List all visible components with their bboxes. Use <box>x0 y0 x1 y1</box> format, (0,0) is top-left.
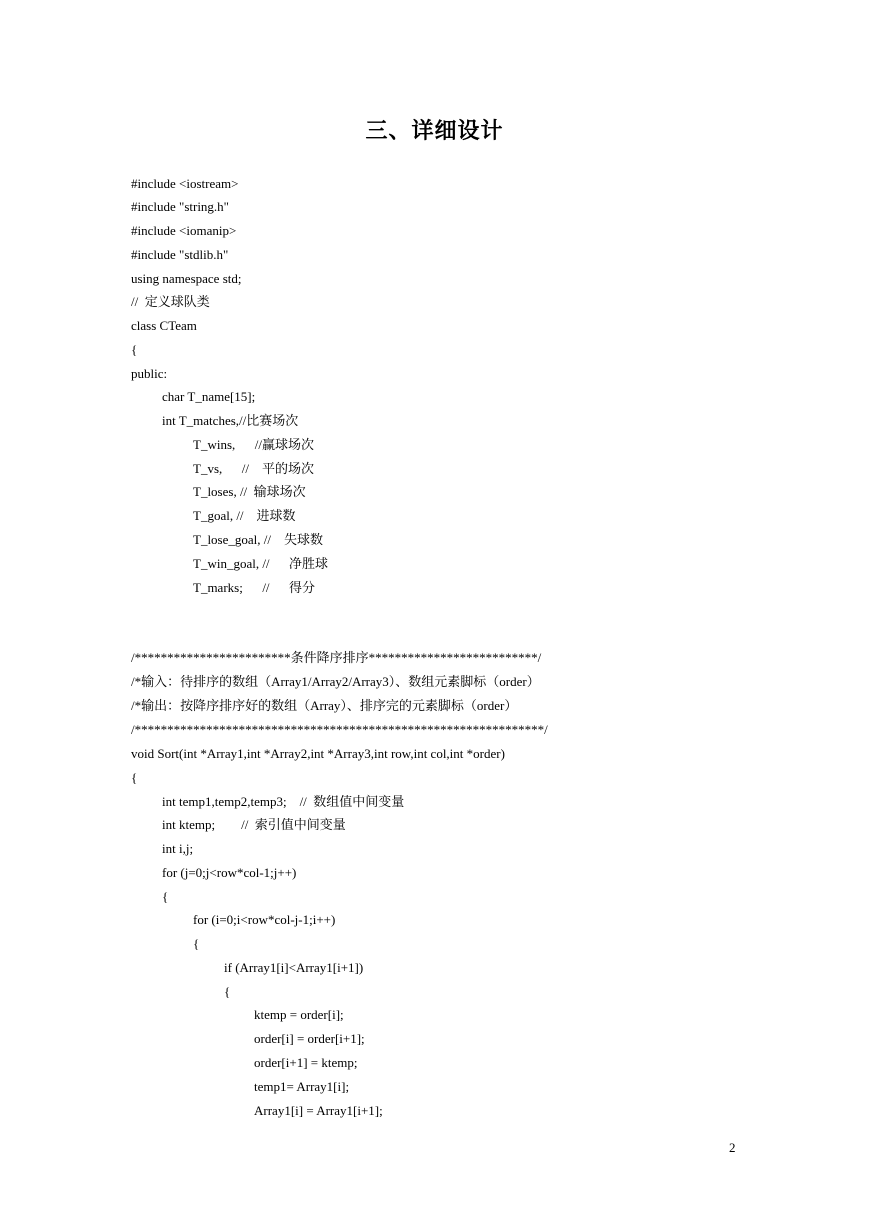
code-line: { <box>193 936 200 951</box>
code-line: temp1= Array1[i]; <box>254 1079 350 1094</box>
code-line: T_loses, // 输球场次 <box>193 484 306 499</box>
code-line: /*输入：待排序的数组（Array1/Array2/Array3）、数组元素脚标（order） <box>131 674 540 689</box>
code-line: if (Array1[i]<Array1[i+1]) <box>224 960 364 975</box>
page-number: 2 <box>729 1140 736 1155</box>
code-line: { <box>131 770 138 785</box>
code-line: Array1[i] = Array1[i+1]; <box>254 1103 383 1118</box>
code-line: using namespace std; <box>131 271 242 286</box>
code-line: /***************************************************************/ <box>131 722 548 737</box>
code-line: char T_name[15]; <box>162 389 256 404</box>
code-line: T_win_goal, // 净胜球 <box>193 556 329 571</box>
code-line: int i,j; <box>162 841 194 856</box>
code-line: T_lose_goal, // 失球数 <box>193 532 323 547</box>
code-line: { <box>162 889 169 904</box>
code-line: /*输出：按降序排序好的数组（Array）、排序完的元素脚标（order） <box>131 698 518 713</box>
code-line: #include "stdlib.h" <box>131 247 229 262</box>
code-line: { <box>224 984 231 999</box>
code-line: class CTeam <box>131 318 197 333</box>
code-line: #include "string.h" <box>131 199 229 214</box>
code-line: // 定义球队类 <box>131 294 210 309</box>
code-line: int ktemp; // 索引值中间变量 <box>162 817 346 832</box>
code-line: for (i=0;i<row*col-j-1;i++) <box>193 912 336 927</box>
code-line: { <box>131 342 138 357</box>
code-line: T_goal, // 进球数 <box>193 508 296 523</box>
code-line: void Sort(int *Array1,int *Array2,int *Array3,int row,int col,int *order) <box>131 746 505 761</box>
code-line: T_wins, //赢球场次 <box>193 437 314 452</box>
code-line: int temp1,temp2,temp3; // 数组值中间变量 <box>162 794 405 809</box>
code-line: ktemp = order[i]; <box>254 1007 344 1022</box>
code-line: public: <box>131 366 168 381</box>
code-line: /************************条件降序排序**************************/ <box>131 650 542 665</box>
code-line: for (j=0;j<row*col-1;j++) <box>162 865 297 880</box>
code-line: order[i+1] = ktemp; <box>254 1055 358 1070</box>
code-line: order[i] = order[i+1]; <box>254 1031 365 1046</box>
code-line: T_marks; // 得分 <box>193 580 316 595</box>
code-line: #include <iomanip> <box>131 223 237 238</box>
code-line: T_vs, // 平的场次 <box>193 461 314 476</box>
code-line: int T_matches,//比赛场次 <box>162 413 299 428</box>
section-title: 三、详细设计 <box>365 119 504 144</box>
code-line: #include <iostream> <box>131 176 239 191</box>
